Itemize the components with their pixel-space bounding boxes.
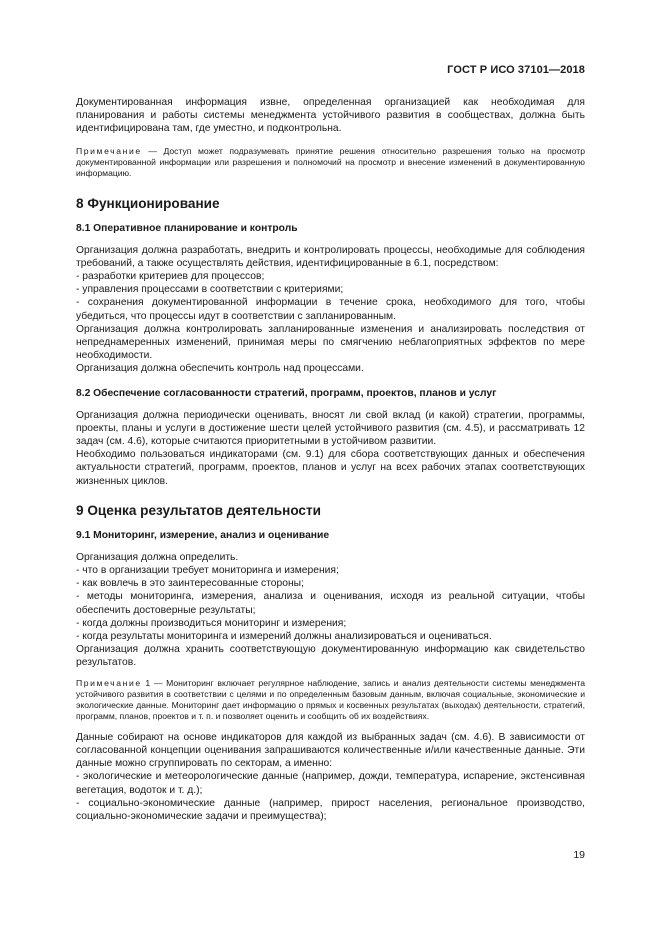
subsection-heading: 8.2 Обеспечение согласованности стратегий, программ, проектов, планов и услуг bbox=[76, 387, 497, 399]
paragraph: Организация должна периодически оценивать, вносят ли свой вклад (и какой) стратегии, программы, проекты, планы и услуги в достижение шести целей устойчивого развития (см. 4.5), и рассматривать 12 задач (см. 4.6), которые считаются приоритетными в устойчивом развитии. bbox=[76, 409, 585, 448]
list-item: - когда должны производиться мониторинг и измерения; bbox=[76, 617, 347, 629]
list-item: - что в организации требует мониторинга и измерения; bbox=[76, 565, 339, 577]
list-item: - сохранения документированной информации в течение срока, необходимого для того, чтобы убедиться, что процессы идут в соответствии с запланированным. bbox=[76, 297, 585, 322]
note-label: Примечание bbox=[76, 677, 142, 688]
page-body bbox=[76, 96, 585, 823]
note bbox=[76, 146, 585, 179]
list-item: - когда результаты мониторинга и измерений должны анализироваться и оцениваться. bbox=[76, 631, 492, 643]
list-item: - социально-экономические данные (например, прирост населения, региональное производство, социально-экономические задачи и преимущества); bbox=[76, 797, 585, 822]
note-text: 1 — Мониторинг включает регулярное наблюдение, запись и анализ деятельности системы менеджмента устойчивого развития в соответствии с целями и по определенным базовым данным, включая социальные, экономические и экологические данные. Мониторинг дает информацию о прямых и косвенных результатах (выходах) деятельности, стратегий, программ, планов, проектов и т. п. и позволяет оценить и сообщить об их воздействиях. bbox=[76, 677, 585, 721]
subsection-heading: 8.1 Оперативное планирование и контроль bbox=[76, 222, 298, 234]
page-number: 19 bbox=[573, 849, 585, 861]
note bbox=[76, 678, 585, 722]
list-item: - как вовлечь в это заинтересованные стороны; bbox=[76, 578, 304, 590]
paragraph: Документированная информация извне, определенная организацией как необходимая для планирования и работы системы менеджмента устойчивого развития в сообществах, должна быть идентифицирована там, где уместно, и подконтрольна. bbox=[76, 97, 585, 135]
section-heading: 8 Функционирование bbox=[76, 195, 220, 211]
paragraph: Необходимо пользоваться индикаторами (см. 9.1) для сбора соответствующих данных и обеспечения актуальности стратегий, программ, проектов, планов и услуг на всех рабочих этапах соответствующих жизненных циклов. bbox=[76, 449, 585, 487]
section-heading: 9 Оценка результатов деятельности bbox=[76, 502, 322, 518]
list-item: - управления процессами в соответствии с критериями; bbox=[76, 284, 344, 296]
paragraph: Данные собирают на основе индикаторов для каждой из выбранных задач (см. 4.6). В зависимости от согласованной концепции оценивания запрашиваются количественные и/или качественные данные. Эти данные можно сгруппировать по секторам, а именно: bbox=[76, 731, 585, 770]
standard-header: ГОСТ Р ИСО 37101—2018 bbox=[447, 64, 585, 76]
note-text: — Доступ может подразумевать принятие решения относительно разрешения только на просмотр документированной информации или разрешения и полномочий на просмотр и внесение изменений в документированную информацию. bbox=[76, 145, 585, 178]
paragraph: Организация должна обеспечить контроль над процессами. bbox=[76, 363, 364, 375]
paragraph: Организация должна определить. bbox=[76, 551, 239, 563]
subsection-heading: 9.1 Мониторинг, измерение, анализ и оценивание bbox=[76, 529, 330, 541]
list-item: - методы мониторинга, измерения, анализа и оценивания, исходя из реальной ситуации, чтобы обеспечить достоверные результаты; bbox=[76, 591, 585, 616]
paragraph: Организация должна контролировать запланированные изменения и анализировать последствия от непреднамеренных изменений, принимая меры по смягчению неблагоприятных эффектов по мере необходимости. bbox=[76, 323, 585, 362]
paragraph: Организация должна разработать, внедрить и контролировать процессы, необходимые для соблюдения требований, а также осуществлять действия, идентифицированные в 6.1, посредством: bbox=[76, 244, 585, 269]
list-item: - разработки критериев для процессов; bbox=[76, 271, 265, 283]
list-item: - экологические и метеорологические данные (например, дожди, температура, испарение, экстенсивная вегетация, водоток и т. д.); bbox=[76, 771, 585, 796]
paragraph: Организация должна хранить соответствующую документированную информацию как свидетельство результатов. bbox=[76, 644, 585, 669]
note-label: Примечание bbox=[76, 145, 142, 156]
